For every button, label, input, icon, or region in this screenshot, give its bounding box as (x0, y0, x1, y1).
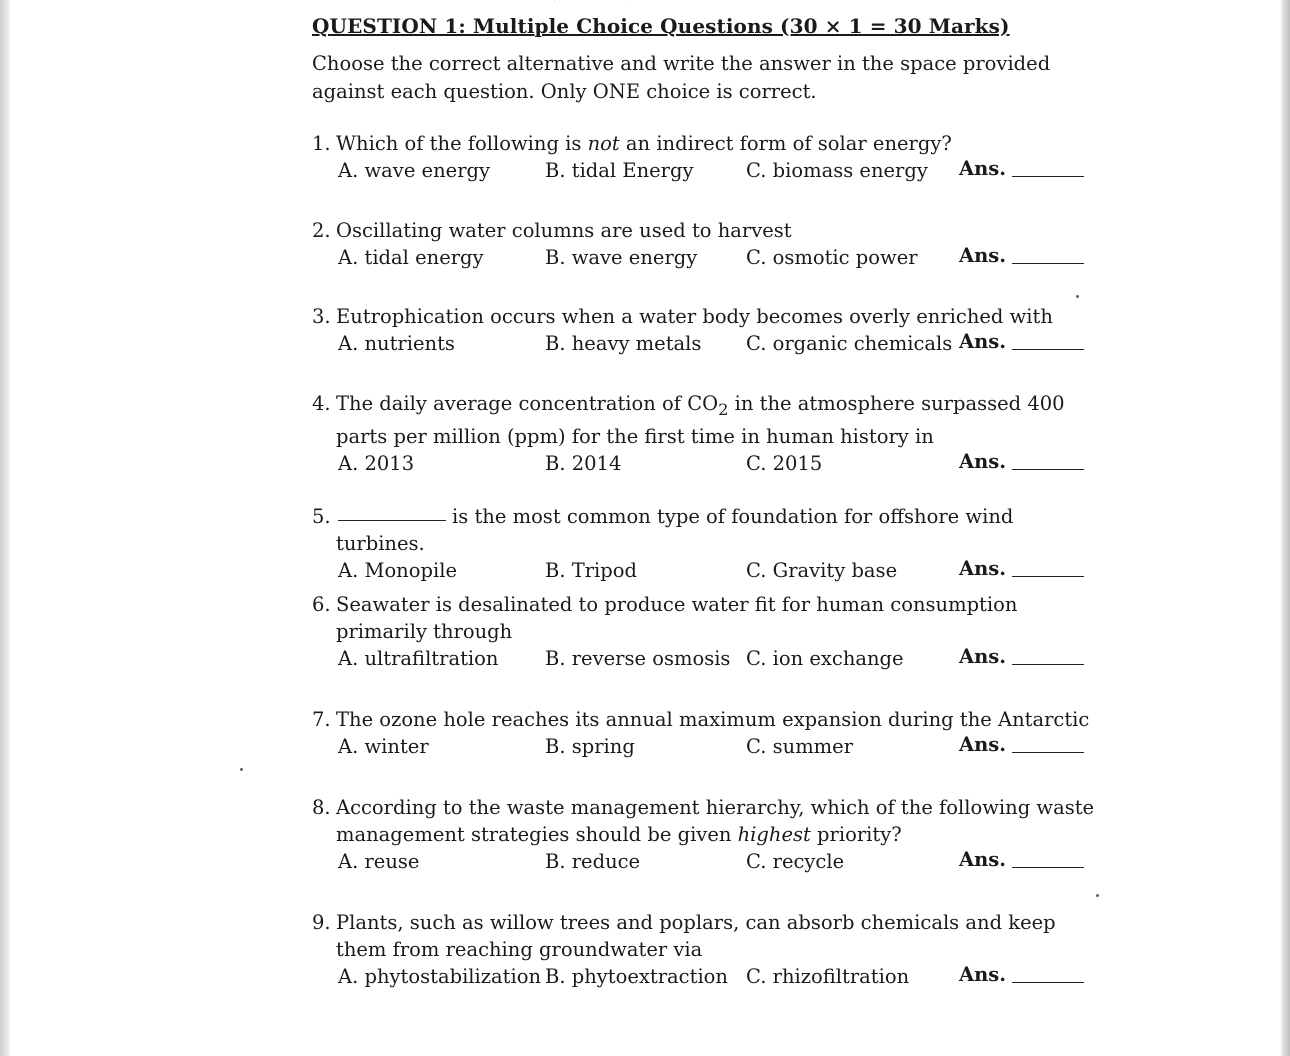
option-b: B. 2014 (545, 451, 622, 475)
answer-field[interactable]: Ans. (959, 963, 1084, 986)
question-number: 6. (312, 593, 331, 616)
options-row (312, 645, 1102, 675)
option-a: A. winter (338, 735, 429, 758)
option-a: A. reuse (338, 850, 420, 873)
answer-field[interactable]: Ans. (959, 450, 1084, 473)
question-text: 8. According to the waste management hierarchy, which of the following waste management strategies should be given highest priority? (312, 796, 1095, 846)
option-b: B. reverse osmosis (545, 647, 731, 670)
speck-mark (1076, 295, 1079, 298)
exam-page (312, 0, 1102, 1056)
option-b: B. heavy metals (545, 332, 702, 355)
question-number: 5. (312, 505, 331, 528)
option-a: A. ultrafiltration (338, 647, 499, 670)
answer-blank[interactable] (1012, 867, 1084, 868)
options-row (312, 330, 1102, 360)
question-number: 8. (312, 796, 331, 819)
option-c: C. Gravity base (746, 559, 898, 582)
answer-field[interactable]: Ans. (959, 848, 1084, 871)
question-text: 1. Which of the following is not an indirect form of solar energy? (312, 132, 952, 155)
options-row (312, 963, 1102, 993)
question-text: 7. The ozone hole reaches its annual maximum expansion during the Antarctic (312, 708, 1090, 731)
option-c: C. summer (746, 735, 854, 758)
options-row (312, 244, 1102, 274)
option-b: B. wave energy (545, 246, 698, 269)
page-left-shadow (0, 0, 10, 1056)
option-a: A. 2013 (338, 451, 415, 475)
section-heading: QUESTION 1: Multiple Choice Questions (30 × 1 = 30 Marks) (312, 14, 1010, 38)
option-c: C. osmotic power (746, 246, 918, 269)
option-c: C. organic chemicals (746, 332, 953, 355)
answer-blank[interactable] (1012, 263, 1084, 264)
question-number: 1. (312, 132, 331, 155)
options-row (312, 733, 1102, 763)
question-1 (312, 130, 1102, 187)
option-c: C. 2015 (746, 451, 823, 475)
option-a: A. Monopile (338, 559, 457, 582)
question-text: 9. Plants, such as willow trees and poplars, can absorb chemicals and keep them from reaching groundwater via (312, 911, 1056, 961)
answer-field[interactable]: Ans. (959, 244, 1084, 267)
speck-mark (1096, 894, 1099, 897)
answer-blank[interactable] (1012, 752, 1084, 753)
option-b: B. reduce (545, 850, 641, 873)
question-number: 9. (312, 911, 331, 934)
options-row (312, 557, 1102, 587)
question-8 (312, 794, 1102, 878)
option-b: B. Tripod (545, 559, 637, 582)
answer-field[interactable]: Ans. (959, 157, 1084, 180)
answer-blank[interactable] (1012, 349, 1084, 350)
answer-field[interactable]: Ans. (959, 733, 1084, 756)
option-b: B. spring (545, 735, 635, 758)
answer-field[interactable]: Ans. (959, 557, 1084, 580)
page-right-shadow (1281, 0, 1290, 1056)
option-c: C. biomass energy (746, 159, 928, 182)
question-7 (312, 706, 1102, 763)
option-a: A. nutrients (338, 332, 455, 355)
question-text: 5. is the most common type of foundation for offshore wind turbines. (312, 505, 1014, 555)
option-b: B. phytoextraction (545, 965, 728, 988)
question-number: 7. (312, 708, 331, 731)
question-number: 3. (312, 305, 331, 328)
answer-blank[interactable] (1012, 469, 1084, 470)
question-2 (312, 217, 1102, 274)
question-text: 4. The daily average concentration of $CO_2$ in the atmosphere surpassed 400 parts per million (ppm) for the first time in human history in (312, 392, 1065, 448)
question-number: 4. (312, 392, 331, 415)
answer-blank[interactable] (1012, 664, 1084, 665)
question-6 (312, 591, 1102, 675)
handwritten-scribble (552, 0, 632, 6)
option-c: C. ion exchange (746, 647, 904, 670)
question-4 (312, 390, 1102, 480)
question-number: 2. (312, 219, 331, 242)
option-a: A. phytostabilization (338, 965, 542, 988)
answer-blank[interactable] (1012, 982, 1084, 983)
question-text: 2. Oscillating water columns are used to harvest (312, 219, 792, 242)
option-a: A. wave energy (338, 159, 491, 182)
instructions-text: Choose the correct alternative and write the answer in the space provided against each question. Only ONE choice is correct. (312, 52, 1051, 103)
options-row (312, 450, 1102, 480)
option-a: A. tidal energy (338, 246, 484, 269)
answer-field[interactable]: Ans. (959, 330, 1084, 353)
options-row (312, 848, 1102, 878)
fill-in-blank[interactable] (338, 520, 446, 521)
option-c: C. recycle (746, 850, 845, 873)
answer-field[interactable]: Ans. (959, 645, 1084, 668)
question-5 (312, 503, 1102, 587)
question-3 (312, 303, 1102, 360)
speck-mark (240, 768, 243, 771)
question-text: 3. Eutrophication occurs when a water body becomes overly enriched with (312, 305, 1053, 328)
option-b: B. tidal Energy (545, 159, 694, 182)
option-c: C. rhizofiltration (746, 965, 910, 988)
question-9 (312, 909, 1102, 993)
answer-blank[interactable] (1012, 176, 1084, 177)
question-text: 6. Seawater is desalinated to produce water fit for human consumption primarily through (312, 593, 1018, 643)
options-row (312, 157, 1102, 187)
answer-blank[interactable] (1012, 576, 1084, 577)
